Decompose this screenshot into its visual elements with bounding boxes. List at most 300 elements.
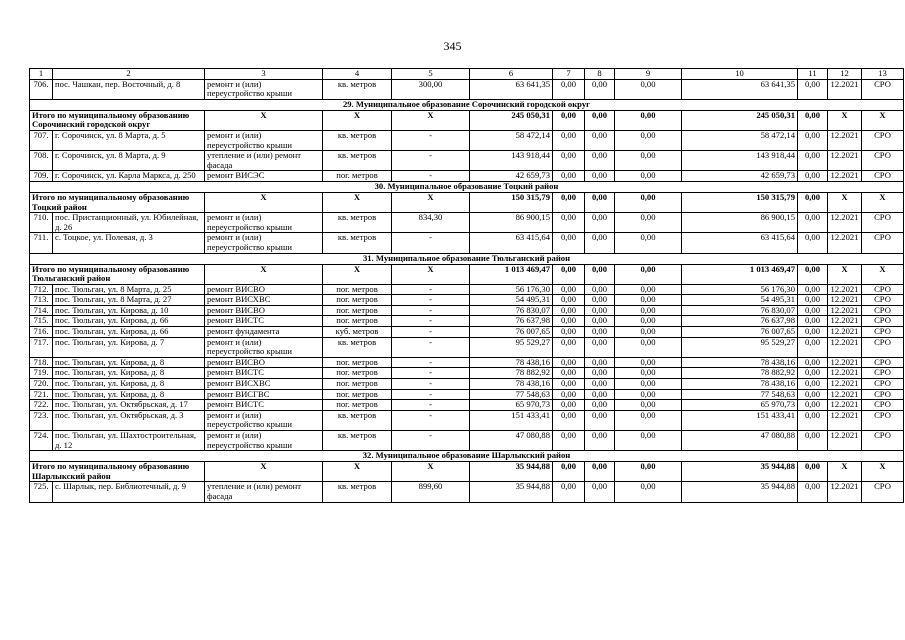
funding-value: 0,00 xyxy=(585,79,615,99)
table-row xyxy=(30,327,904,338)
method-cell: СРО xyxy=(862,357,904,368)
completion-date-cell: 12.2021 xyxy=(828,410,862,430)
row-number: 721. xyxy=(30,389,53,400)
table-row xyxy=(30,151,904,171)
cost-cell: 47 080,88 xyxy=(682,431,798,451)
cost-cell: 42 659,73 xyxy=(682,171,798,182)
funding-value: 0,00 xyxy=(553,192,585,212)
address-cell: пос. Тюльган, ул. Кирова, д. 8 xyxy=(53,379,205,390)
unit-cell: пог. метров xyxy=(323,357,392,368)
completion-date-cell: 12.2021 xyxy=(828,431,862,451)
subtotal-amount: 245 050,31 xyxy=(682,110,798,130)
table-row xyxy=(30,171,904,182)
funding-value: 0,00 xyxy=(585,337,615,357)
address-cell: пос. Тюльган, ул. Кирова, д. 8 xyxy=(53,368,205,379)
row-number: 707. xyxy=(30,130,53,150)
quantity-cell: - xyxy=(392,295,470,306)
funding-value: 0,00 xyxy=(553,295,585,306)
funding-value: 0,00 xyxy=(798,327,828,338)
funding-value: 0,00 xyxy=(615,462,682,482)
cost-cell: 54 495,31 xyxy=(682,295,798,306)
quantity-cell: - xyxy=(392,305,470,316)
funding-value: 0,00 xyxy=(798,357,828,368)
address-cell: пос. Тюльган, ул. 8 Марта, д. 25 xyxy=(53,284,205,295)
funding-value: 0,00 xyxy=(615,389,682,400)
unit-cell: кв. метров xyxy=(323,213,392,233)
section-title: 32. Муниципальное образование Шарлыкский район xyxy=(30,451,904,462)
cost-cell: 78 882,92 xyxy=(470,368,553,379)
row-number: 725. xyxy=(30,482,53,502)
funding-value: 0,00 xyxy=(798,151,828,171)
cost-cell: 56 176,30 xyxy=(470,284,553,295)
subtotal-amount: 245 050,31 xyxy=(470,110,553,130)
table-row xyxy=(30,337,904,357)
unit-cell: куб. метров xyxy=(323,327,392,338)
work-type-cell: ремонт ВИСТС xyxy=(205,368,323,379)
method-cell: СРО xyxy=(862,379,904,390)
section-header-row xyxy=(30,99,904,110)
x-mark: X xyxy=(392,192,470,212)
funding-value: 0,00 xyxy=(615,171,682,182)
completion-date-cell: 12.2021 xyxy=(828,233,862,253)
table-body xyxy=(30,69,904,503)
work-type-cell: ремонт ВИСТС xyxy=(205,316,323,327)
funding-value: 0,00 xyxy=(615,295,682,306)
funding-value: 0,00 xyxy=(798,305,828,316)
completion-date-cell: 12.2021 xyxy=(828,327,862,338)
column-number-cell: 10 xyxy=(682,69,798,80)
row-number: 717. xyxy=(30,337,53,357)
section-title: 31. Муниципальное образование Тюльганский район xyxy=(30,253,904,264)
funding-value: 0,00 xyxy=(615,410,682,430)
funding-value: 0,00 xyxy=(798,316,828,327)
funding-value: 0,00 xyxy=(615,79,682,99)
subtotal-row xyxy=(30,264,904,284)
completion-date-cell: 12.2021 xyxy=(828,171,862,182)
table-row xyxy=(30,389,904,400)
x-mark: X xyxy=(862,264,904,284)
funding-value: 0,00 xyxy=(615,316,682,327)
work-type-cell: ремонт и (или) переустройство крыши xyxy=(205,213,323,233)
method-cell: СРО xyxy=(862,284,904,295)
funding-value: 0,00 xyxy=(585,110,615,130)
method-cell: СРО xyxy=(862,482,904,502)
method-cell: СРО xyxy=(862,410,904,430)
x-mark: X xyxy=(323,110,392,130)
funding-value: 0,00 xyxy=(615,379,682,390)
work-type-cell: ремонт ВИСХВС xyxy=(205,379,323,390)
table-row xyxy=(30,213,904,233)
cost-cell: 35 944,88 xyxy=(470,482,553,502)
funding-value: 0,00 xyxy=(798,482,828,502)
funding-value: 0,00 xyxy=(553,327,585,338)
address-cell: пос. Тюльган, ул. Октябрьская, д. 17 xyxy=(53,400,205,411)
unit-cell: кв. метров xyxy=(323,431,392,451)
address-cell: с. Тоцкое, ул. Полевая, д. 3 xyxy=(53,233,205,253)
cost-cell: 76 007,65 xyxy=(470,327,553,338)
unit-cell: кв. метров xyxy=(323,130,392,150)
quantity-cell: - xyxy=(392,284,470,295)
quantity-cell: - xyxy=(392,357,470,368)
x-mark: X xyxy=(828,264,862,284)
row-number: 708. xyxy=(30,151,53,171)
funding-value: 0,00 xyxy=(798,368,828,379)
funding-value: 0,00 xyxy=(798,295,828,306)
section-title: 30. Муниципальное образование Тоцкий район xyxy=(30,181,904,192)
row-number: 712. xyxy=(30,284,53,295)
work-type-cell: ремонт фундамента xyxy=(205,327,323,338)
funding-value: 0,00 xyxy=(615,192,682,212)
completion-date-cell: 12.2021 xyxy=(828,400,862,411)
x-mark: X xyxy=(205,264,323,284)
funding-value: 0,00 xyxy=(798,337,828,357)
funding-value: 0,00 xyxy=(798,233,828,253)
column-number-cell: 11 xyxy=(798,69,828,80)
x-mark: X xyxy=(862,110,904,130)
cost-cell: 78 438,16 xyxy=(682,357,798,368)
completion-date-cell: 12.2021 xyxy=(828,79,862,99)
cost-cell: 151 433,41 xyxy=(682,410,798,430)
work-type-cell: утепление и (или) ремонт фасада xyxy=(205,482,323,502)
completion-date-cell: 12.2021 xyxy=(828,389,862,400)
subtotal-amount: 150 315,79 xyxy=(470,192,553,212)
quantity-cell: - xyxy=(392,171,470,182)
funding-value: 0,00 xyxy=(553,400,585,411)
funding-value: 0,00 xyxy=(615,431,682,451)
unit-cell: пог. метров xyxy=(323,379,392,390)
table-row xyxy=(30,379,904,390)
funding-value: 0,00 xyxy=(798,130,828,150)
column-number-cell: 7 xyxy=(553,69,585,80)
funding-value: 0,00 xyxy=(615,482,682,502)
unit-cell: кв. метров xyxy=(323,151,392,171)
work-type-cell: ремонт ВИСХВС xyxy=(205,295,323,306)
funding-value: 0,00 xyxy=(798,400,828,411)
work-type-cell: ремонт ВИСЭС xyxy=(205,171,323,182)
address-cell: г. Сорочинск, ул. 8 Марта, д. 9 xyxy=(53,151,205,171)
method-cell: СРО xyxy=(862,431,904,451)
table-row xyxy=(30,295,904,306)
unit-cell: пог. метров xyxy=(323,171,392,182)
table-row xyxy=(30,482,904,502)
method-cell: СРО xyxy=(862,295,904,306)
unit-cell: пог. метров xyxy=(323,305,392,316)
method-cell: СРО xyxy=(862,389,904,400)
funding-value: 0,00 xyxy=(615,233,682,253)
address-cell: г. Сорочинск, ул. 8 Марта, д. 5 xyxy=(53,130,205,150)
method-cell: СРО xyxy=(862,368,904,379)
page-number: 345 xyxy=(443,39,462,53)
address-cell: г. Сорочинск, ул. Карла Маркса, д. 250 xyxy=(53,171,205,182)
funding-value: 0,00 xyxy=(585,368,615,379)
work-type-cell: утепление и (или) ремонт фасада xyxy=(205,151,323,171)
funding-value: 0,00 xyxy=(615,327,682,338)
cost-cell: 78 438,16 xyxy=(470,357,553,368)
funding-value: 0,00 xyxy=(553,482,585,502)
funding-value: 0,00 xyxy=(585,295,615,306)
funding-value: 0,00 xyxy=(798,431,828,451)
table-row xyxy=(30,400,904,411)
cost-cell: 95 529,27 xyxy=(470,337,553,357)
address-cell: пос. Тюльган, ул. 8 Марта, д. 27 xyxy=(53,295,205,306)
funding-value: 0,00 xyxy=(553,410,585,430)
work-type-cell: ремонт и (или) переустройство крыши xyxy=(205,130,323,150)
cost-cell: 63 641,35 xyxy=(682,79,798,99)
quantity-cell: 834,30 xyxy=(392,213,470,233)
funding-value: 0,00 xyxy=(798,79,828,99)
cost-cell: 76 830,07 xyxy=(470,305,553,316)
x-mark: X xyxy=(828,462,862,482)
cost-cell: 78 438,16 xyxy=(470,379,553,390)
work-type-cell: ремонт ВИСГВС xyxy=(205,389,323,400)
funding-value: 0,00 xyxy=(798,192,828,212)
column-number-cell: 6 xyxy=(470,69,553,80)
funding-value: 0,00 xyxy=(615,357,682,368)
funding-value: 0,00 xyxy=(798,110,828,130)
funding-value: 0,00 xyxy=(615,400,682,411)
funding-value: 0,00 xyxy=(553,316,585,327)
row-number: 709. xyxy=(30,171,53,182)
funding-value: 0,00 xyxy=(585,316,615,327)
address-cell: с. Шарлык, пер. Библиотечный, д. 9 xyxy=(53,482,205,502)
funding-value: 0,00 xyxy=(585,410,615,430)
funding-value: 0,00 xyxy=(553,233,585,253)
method-cell: СРО xyxy=(862,79,904,99)
method-cell: СРО xyxy=(862,400,904,411)
quantity-cell: - xyxy=(392,379,470,390)
work-type-cell: ремонт ВИСВО xyxy=(205,305,323,316)
quantity-cell: - xyxy=(392,337,470,357)
row-number: 719. xyxy=(30,368,53,379)
quantity-cell: - xyxy=(392,431,470,451)
funding-value: 0,00 xyxy=(615,368,682,379)
x-mark: X xyxy=(392,462,470,482)
unit-cell: кв. метров xyxy=(323,79,392,99)
work-type-cell: ремонт и (или) переустройство крыши xyxy=(205,410,323,430)
funding-value: 0,00 xyxy=(615,110,682,130)
funding-value: 0,00 xyxy=(553,337,585,357)
column-number-cell: 13 xyxy=(862,69,904,80)
table-row xyxy=(30,305,904,316)
funding-value: 0,00 xyxy=(553,151,585,171)
cost-cell: 86 900,15 xyxy=(682,213,798,233)
completion-date-cell: 12.2021 xyxy=(828,213,862,233)
method-cell: СРО xyxy=(862,316,904,327)
unit-cell: пог. метров xyxy=(323,400,392,411)
funding-value: 0,00 xyxy=(585,327,615,338)
method-cell: СРО xyxy=(862,130,904,150)
funding-value: 0,00 xyxy=(585,431,615,451)
x-mark: X xyxy=(205,110,323,130)
column-number-cell: 8 xyxy=(585,69,615,80)
quantity-cell: - xyxy=(392,316,470,327)
funding-value: 0,00 xyxy=(585,357,615,368)
address-cell: пос. Чашкан, пер. Восточный, д. 8 xyxy=(53,79,205,99)
funding-value: 0,00 xyxy=(615,284,682,295)
funding-value: 0,00 xyxy=(585,389,615,400)
subtotal-label: Итого по муниципальному образованию Сорочинский городской округ xyxy=(30,110,205,130)
funding-value: 0,00 xyxy=(615,130,682,150)
funding-value: 0,00 xyxy=(615,213,682,233)
x-mark: X xyxy=(828,110,862,130)
method-cell: СРО xyxy=(862,327,904,338)
x-mark: X xyxy=(323,192,392,212)
funding-value: 0,00 xyxy=(585,171,615,182)
funding-value: 0,00 xyxy=(585,462,615,482)
row-number: 723. xyxy=(30,410,53,430)
row-number: 706. xyxy=(30,79,53,99)
address-cell: пос. Тюльган, ул. Шахтостроительная, д. 12 xyxy=(53,431,205,451)
subtotal-amount: 35 944,88 xyxy=(470,462,553,482)
column-number-cell: 2 xyxy=(53,69,205,80)
quantity-cell: - xyxy=(392,130,470,150)
address-cell: пос. Тюльган, ул. Кирова, д. 10 xyxy=(53,305,205,316)
funding-value: 0,00 xyxy=(553,130,585,150)
funding-value: 0,00 xyxy=(615,264,682,284)
section-header-row xyxy=(30,181,904,192)
funding-value: 0,00 xyxy=(798,284,828,295)
row-number: 710. xyxy=(30,213,53,233)
method-cell: СРО xyxy=(862,337,904,357)
funding-value: 0,00 xyxy=(585,379,615,390)
cost-cell: 76 830,07 xyxy=(682,305,798,316)
funding-value: 0,00 xyxy=(798,462,828,482)
funding-value: 0,00 xyxy=(553,171,585,182)
subtotal-row xyxy=(30,462,904,482)
cost-cell: 63 415,64 xyxy=(682,233,798,253)
work-type-cell: ремонт и (или) переустройство крыши xyxy=(205,431,323,451)
work-type-cell: ремонт ВИСВО xyxy=(205,284,323,295)
funding-value: 0,00 xyxy=(798,213,828,233)
column-number-header xyxy=(30,69,904,80)
repair-program-table xyxy=(29,68,904,503)
funding-value: 0,00 xyxy=(553,462,585,482)
work-type-cell: ремонт ВИСТС xyxy=(205,400,323,411)
row-number: 714. xyxy=(30,305,53,316)
cost-cell: 76 637,98 xyxy=(470,316,553,327)
quantity-cell: 899,60 xyxy=(392,482,470,502)
funding-value: 0,00 xyxy=(585,284,615,295)
x-mark: X xyxy=(323,462,392,482)
work-type-cell: ремонт и (или) переустройство крыши xyxy=(205,79,323,99)
row-number: 713. xyxy=(30,295,53,306)
table-row xyxy=(30,431,904,451)
cost-cell: 65 970,73 xyxy=(470,400,553,411)
x-mark: X xyxy=(862,462,904,482)
funding-value: 0,00 xyxy=(553,213,585,233)
table-row xyxy=(30,284,904,295)
cost-cell: 78 438,16 xyxy=(682,379,798,390)
address-cell: пос. Тюльган, ул. Кирова, д. 8 xyxy=(53,357,205,368)
unit-cell: кв. метров xyxy=(323,410,392,430)
funding-value: 0,00 xyxy=(798,410,828,430)
cost-cell: 65 970,73 xyxy=(682,400,798,411)
method-cell: СРО xyxy=(862,305,904,316)
cost-cell: 86 900,15 xyxy=(470,213,553,233)
completion-date-cell: 12.2021 xyxy=(828,316,862,327)
section-header-row xyxy=(30,451,904,462)
cost-cell: 143 918,44 xyxy=(470,151,553,171)
completion-date-cell: 12.2021 xyxy=(828,357,862,368)
cost-cell: 58 472,14 xyxy=(470,130,553,150)
funding-value: 0,00 xyxy=(585,130,615,150)
completion-date-cell: 12.2021 xyxy=(828,151,862,171)
completion-date-cell: 12.2021 xyxy=(828,337,862,357)
funding-value: 0,00 xyxy=(798,171,828,182)
quantity-cell: - xyxy=(392,327,470,338)
table-row xyxy=(30,233,904,253)
x-mark: X xyxy=(323,264,392,284)
cost-cell: 76 637,98 xyxy=(682,316,798,327)
row-number: 718. xyxy=(30,357,53,368)
cost-cell: 35 944,88 xyxy=(682,482,798,502)
unit-cell: пог. метров xyxy=(323,295,392,306)
funding-value: 0,00 xyxy=(553,79,585,99)
table-row xyxy=(30,316,904,327)
funding-value: 0,00 xyxy=(615,305,682,316)
x-mark: X xyxy=(392,110,470,130)
funding-value: 0,00 xyxy=(553,379,585,390)
x-mark: X xyxy=(828,192,862,212)
subtotal-label: Итого по муниципальному образованию Шарлыкский район xyxy=(30,462,205,482)
quantity-cell: 300,00 xyxy=(392,79,470,99)
funding-value: 0,00 xyxy=(553,284,585,295)
method-cell: СРО xyxy=(862,213,904,233)
funding-value: 0,00 xyxy=(553,357,585,368)
completion-date-cell: 12.2021 xyxy=(828,284,862,295)
completion-date-cell: 12.2021 xyxy=(828,482,862,502)
cost-cell: 95 529,27 xyxy=(682,337,798,357)
quantity-cell: - xyxy=(392,151,470,171)
funding-value: 0,00 xyxy=(553,110,585,130)
address-cell: пос. Пристанционный, ул. Юбилейная, д. 26 xyxy=(53,213,205,233)
work-type-cell: ремонт и (или) переустройство крыши xyxy=(205,337,323,357)
quantity-cell: - xyxy=(392,368,470,379)
funding-value: 0,00 xyxy=(553,431,585,451)
funding-value: 0,00 xyxy=(615,337,682,357)
funding-value: 0,00 xyxy=(553,368,585,379)
unit-cell: кв. метров xyxy=(323,482,392,502)
column-number-cell: 3 xyxy=(205,69,323,80)
method-cell: СРО xyxy=(862,233,904,253)
unit-cell: пог. метров xyxy=(323,389,392,400)
cost-cell: 47 080,88 xyxy=(470,431,553,451)
funding-value: 0,00 xyxy=(585,151,615,171)
column-number-cell: 12 xyxy=(828,69,862,80)
subtotal-label: Итого по муниципальному образованию Тюльганский район xyxy=(30,264,205,284)
quantity-cell: - xyxy=(392,410,470,430)
work-type-cell: ремонт и (или) переустройство крыши xyxy=(205,233,323,253)
cost-cell: 77 548,63 xyxy=(682,389,798,400)
cost-cell: 54 495,31 xyxy=(470,295,553,306)
subtotal-amount: 1 013 469,47 xyxy=(682,264,798,284)
unit-cell: кв. метров xyxy=(323,233,392,253)
funding-value: 0,00 xyxy=(553,264,585,284)
funding-value: 0,00 xyxy=(585,213,615,233)
row-number: 720. xyxy=(30,379,53,390)
subtotal-amount: 1 013 469,47 xyxy=(470,264,553,284)
address-cell: пос. Тюльган, ул. Кирова, д. 66 xyxy=(53,316,205,327)
method-cell: СРО xyxy=(862,171,904,182)
funding-value: 0,00 xyxy=(585,400,615,411)
completion-date-cell: 12.2021 xyxy=(828,295,862,306)
row-number: 722. xyxy=(30,400,53,411)
funding-value: 0,00 xyxy=(585,233,615,253)
row-number: 711. xyxy=(30,233,53,253)
cost-cell: 151 433,41 xyxy=(470,410,553,430)
completion-date-cell: 12.2021 xyxy=(828,379,862,390)
address-cell: пос. Тюльган, ул. Кирова, д. 66 xyxy=(53,327,205,338)
